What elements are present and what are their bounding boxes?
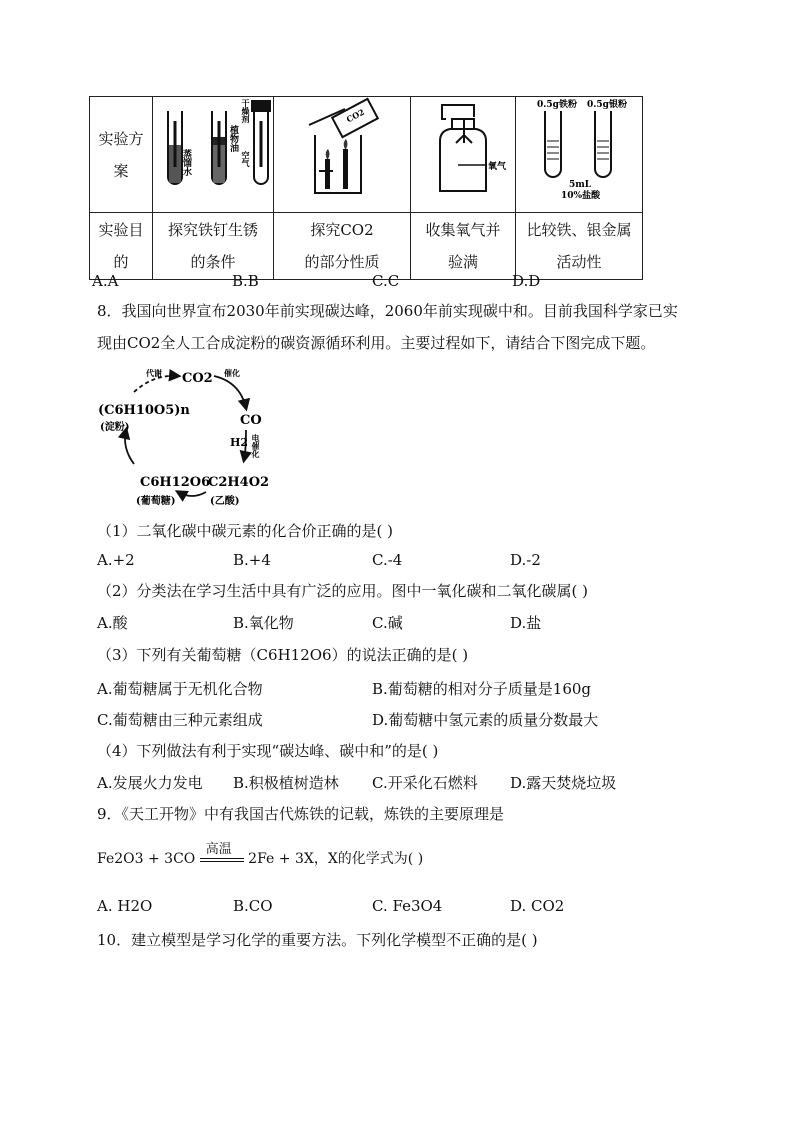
q8-sub1-option-b[interactable]: B.+4 (233, 551, 271, 569)
q8-sub4-option-b[interactable]: B.积极植树造林 (233, 774, 339, 792)
q8-sub4-option-c[interactable]: C.开采化石燃料 (372, 774, 478, 792)
experiment-table (89, 96, 643, 280)
tag-distilled-water: 蒸馏水 (181, 149, 191, 176)
node-starch: (C6H10O5)n (98, 403, 190, 418)
q9-condition: 高温 (205, 842, 232, 857)
q9-equation (97, 842, 424, 868)
q8-sub4-option-a[interactable]: A.发展火力发电 (97, 774, 203, 792)
q7-option-b[interactable]: B.B (232, 272, 259, 290)
q8-sub2-stem: （2）分类法在学习生活中具有广泛的应用。图中一氧化碳和二氧化碳属( ) (97, 582, 589, 600)
arrow-metabolism (134, 376, 178, 392)
q8-sub2-option-d[interactable]: D.盐 (510, 614, 542, 632)
q8-sub1-option-c[interactable]: C.-4 (372, 551, 403, 569)
co2-beaker-figure (275, 97, 409, 201)
arrow-acetic-to-glucose (178, 492, 206, 496)
label-catalysis: 催化 (224, 368, 240, 378)
metal-activity-figure (517, 97, 641, 201)
node-starch-name: (淀粉) (100, 422, 130, 433)
q8-sub1-option-a[interactable]: A.+2 (97, 551, 135, 569)
q8-sub1-stem: （1）二氧化碳中碳元素的化合价正确的是( ) (97, 522, 394, 540)
q8-sub3-option-a[interactable]: A.葡萄糖属于无机化合物 (97, 680, 263, 698)
q9-equation-right: 2Fe + 3X，X的化学式为( ) (248, 851, 424, 867)
carbon-cycle-diagram (96, 364, 276, 512)
purpose-b: 探究CO2 的部分性质 (274, 213, 411, 280)
q9-stem: 9．《天工开物》中有我国古代炼铁的记载，炼铁的主要原理是 (97, 805, 505, 823)
q9-option-c[interactable]: C. Fe3O4 (372, 897, 443, 915)
node-co2: CO2 (182, 371, 213, 386)
purpose-d: 比较铁、银金属 活动性 (516, 213, 643, 280)
tag-oxygen: 氧气 (488, 162, 507, 172)
node-acetic-name: (乙酸) (210, 496, 240, 507)
q8-sub3-option-d[interactable]: D.葡萄糖中氢元素的质量分数最大 (372, 711, 599, 729)
label-metabolism: 代谢 (146, 368, 162, 378)
tag-desiccant: 干燥剂 (241, 99, 251, 123)
tag-iron-powder: 0.5g铁粉 (537, 100, 577, 110)
q7-option-c[interactable]: C.C (372, 272, 400, 290)
arrow-glucose-to-starch (125, 430, 134, 464)
q8-sub4-stem: （4）下列做法有利于实现“碳达峰、碳中和”的是( ) (97, 742, 439, 760)
rusting-tubes-figure (154, 97, 272, 201)
node-co: CO (240, 413, 262, 428)
tag-silver-powder: 0.5g银粉 (587, 100, 627, 110)
q7-option-a[interactable]: A.A (92, 272, 119, 290)
q9-equation-arrow (200, 842, 244, 862)
q8-sub3-option-c[interactable]: C.葡萄糖由三种元素组成 (97, 711, 263, 729)
tag-plant-oil: 植物油 (228, 125, 238, 152)
tag-volume: 5mL (569, 180, 592, 190)
q8-sub4-option-d[interactable]: D.露天焚烧垃圾 (510, 774, 617, 792)
q8-sub2-option-b[interactable]: B.氧化物 (233, 614, 294, 632)
q9-equation-left: Fe2O3 + 3CO (97, 851, 196, 867)
q8-stem-line1: 8．我国向世界宣布2030年前实现碳达峰，2060年前实现碳中和。目前我国科学家已实 (97, 302, 678, 320)
tag-air: 空气 (241, 151, 251, 167)
q8-stem-line2: 现由CO2全人工合成淀粉的碳资源循环利用。主要过程如下，请结合下图完成下题。 (97, 334, 656, 352)
q8-sub2-option-a[interactable]: A.酸 (97, 614, 128, 632)
scheme-b-image (274, 97, 411, 213)
label-h2: H2 (230, 436, 249, 449)
q9-option-b[interactable]: B.CO (233, 897, 273, 915)
scheme-c-image (411, 97, 516, 213)
arrow-co2-to-co (214, 376, 246, 408)
tag-hcl: 10%盐酸 (561, 191, 601, 201)
scheme-d-image (516, 97, 643, 213)
q8-sub3-stem: （3）下列有关葡萄糖（C6H12O6）的说法正确的是( ) (97, 646, 469, 664)
q9-option-d[interactable]: D. CO2 (510, 897, 565, 915)
node-glucose-name: (葡萄糖) (136, 496, 176, 507)
q8-sub2-option-c[interactable]: C.碱 (372, 614, 403, 632)
purpose-c: 收集氧气并 验满 (411, 213, 516, 280)
oxygen-collect-figure (412, 97, 514, 201)
label-electrocatalysis: 电催化 (251, 434, 261, 458)
q8-sub3-option-b[interactable]: B.葡萄糖的相对分子质量是160g (372, 680, 592, 698)
q10-stem: 10．建立模型是学习化学的重要方法。下列化学模型不正确的是( ) (97, 931, 538, 949)
q8-sub1-option-d[interactable]: D.-2 (510, 551, 541, 569)
q7-option-d[interactable]: D.D (512, 272, 541, 290)
scheme-a-image (153, 97, 274, 213)
node-acetic: C2H4O2 (208, 475, 270, 490)
row-header-purpose: 实验目 的 (90, 213, 153, 280)
row-header-scheme: 实验方 案 (90, 97, 153, 213)
tag-co2: CO2 (344, 106, 367, 125)
purpose-a: 探究铁钉生锈 的条件 (153, 213, 274, 280)
q9-option-a[interactable]: A. H2O (97, 897, 153, 915)
node-glucose: C6H12O6 (140, 475, 211, 490)
